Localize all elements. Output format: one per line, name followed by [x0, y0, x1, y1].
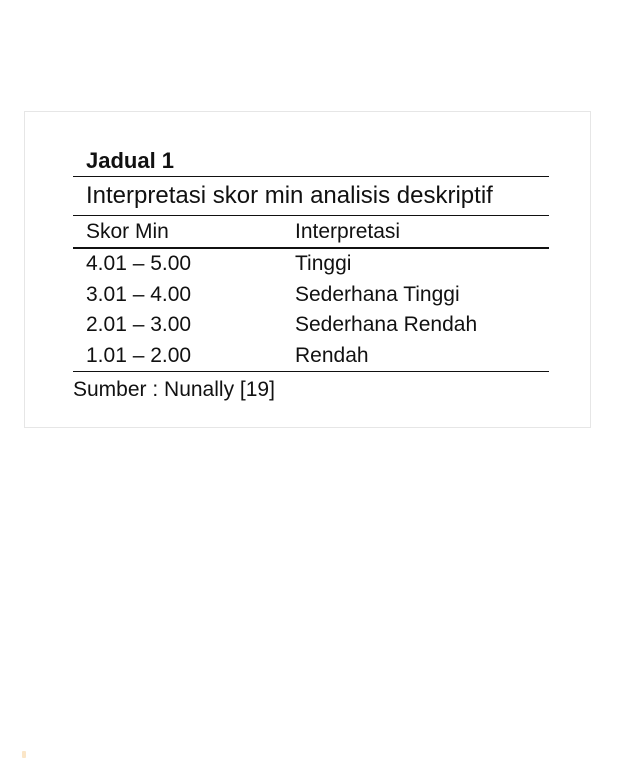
- table-block: [73, 146, 549, 408]
- cell-skor-min: 2.01 – 3.00: [86, 313, 192, 336]
- table-title: Interpretasi skor min analisis deskriptif: [86, 182, 493, 209]
- header-interpretasi: Interpretasi: [295, 220, 401, 243]
- cell-interpretasi: Rendah: [295, 343, 369, 367]
- cell-skor-min: 1.01 – 2.00: [86, 343, 192, 367]
- table-row: [73, 310, 549, 341]
- table-source: Sumber : Nunally [19]: [73, 378, 275, 401]
- table-row: [73, 249, 549, 280]
- table-row: [73, 280, 549, 311]
- corner-mark: [22, 751, 26, 758]
- table-number: Jadual 1: [86, 148, 175, 173]
- header-skor-min: Skor Min: [86, 220, 169, 243]
- cell-skor-min: 4.01 – 5.00: [86, 252, 192, 275]
- table-row: [73, 341, 549, 372]
- cell-interpretasi: Tinggi: [295, 252, 352, 275]
- document-frame: [24, 111, 591, 428]
- cell-skor-min: 3.01 – 4.00: [86, 282, 192, 306]
- cell-interpretasi: Sederhana Rendah: [295, 313, 478, 336]
- table-header-row: [73, 216, 549, 247]
- cell-interpretasi: Sederhana Tinggi: [295, 282, 460, 306]
